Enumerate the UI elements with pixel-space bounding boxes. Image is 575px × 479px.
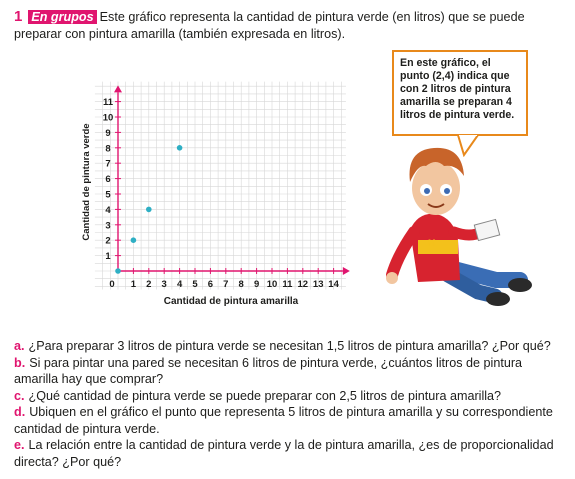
y-tick-label: 10 [102,112,114,124]
speech-bubble: En este gráfico, el punto (2,4) indica que con 2 litros de pintura amarilla se preparan 4 litros de pintura verde. [392,50,528,136]
question-letter: a. [14,339,25,353]
question-d [14,404,569,437]
question-text: La relación entre la cantidad de pintura verde y la de pintura amarilla, ¿es de proporcionalidad directa? ¿Por qué? [14,438,554,469]
y-tick-label: 5 [105,189,111,201]
question-text: ¿Para preparar 3 litros de pintura verde se necesitan 1,5 litros de pintura amarilla? ¿Por qué? [28,339,551,353]
y-axis-label: Cantidad de pintura verde [81,123,92,241]
x-tick-label: 10 [266,279,278,290]
x-axis-label: Cantidad de pintura amarilla [163,296,299,307]
svg-text:M: M [428,238,436,248]
question-b [14,355,569,388]
x-tick-label: 7 [223,279,229,290]
chart-grid [95,82,346,290]
question-letter: e. [14,438,25,452]
scatter-chart [76,64,386,312]
question-letter: c. [14,388,25,403]
x-tick-label: 8 [238,279,244,290]
data-point [146,207,152,213]
question-text: Si para pintar una pared se necesitan 6 litros de pintura verde, ¿cuántos litros de pintura amarilla hay que comprar? [14,355,523,386]
y-tick-label: 2 [105,235,111,247]
y-tick-label: 1 [105,251,111,263]
y-tick-label: 6 [105,174,111,186]
exercise-number: 1 [14,8,23,25]
x-tick-label: 3 [161,279,167,290]
y-tick-label: 7 [105,158,111,170]
x-tick-label: 4 [176,279,183,290]
exercise-intro: Este gráfico representa la cantidad de pintura verde (en litros) que se puede preparar con pintura amarilla (también expresada en litros). [14,10,525,41]
chart-axes [114,85,350,275]
data-point [131,237,137,243]
data-point [177,145,183,151]
question-text: Ubiquen en el gráfico el punto que representa 5 litros de pintura amarilla y su correspondiente cantidad de pintura verde. [14,405,553,436]
x-tick-label: 11 [282,279,293,290]
y-tick-label: 3 [105,220,111,232]
x-tick-label: 0 [109,279,115,290]
question-c [14,388,569,405]
y-tick-label: 11 [102,97,114,109]
question-letter: d. [14,405,26,419]
y-tick-label: 4 [105,204,111,216]
x-axis-arrow [343,267,350,275]
question-letter: b. [14,355,26,370]
x-tick-label: 1 [130,279,137,290]
x-tick-label: 5 [192,279,198,290]
y-tick-label: 8 [105,143,111,155]
x-tick-label: 2 [146,279,152,290]
x-tick-label: 14 [328,279,339,290]
question-text: ¿Qué cantidad de pintura verde se puede preparar con 2,5 litros de pintura amarilla? [28,388,502,403]
x-tick-label: 13 [312,279,324,290]
question-e [14,437,569,470]
question-a [14,338,569,355]
group-badge: En grupos [28,10,96,24]
y-tick-label: 9 [105,127,111,139]
x-tick-label: 12 [297,279,309,290]
x-tick-label: 6 [207,279,214,290]
data-point [115,268,121,274]
questions-list [14,338,569,470]
exercise-header [14,8,566,43]
boy-illustration [370,120,540,310]
x-tick-label: 9 [253,279,260,290]
